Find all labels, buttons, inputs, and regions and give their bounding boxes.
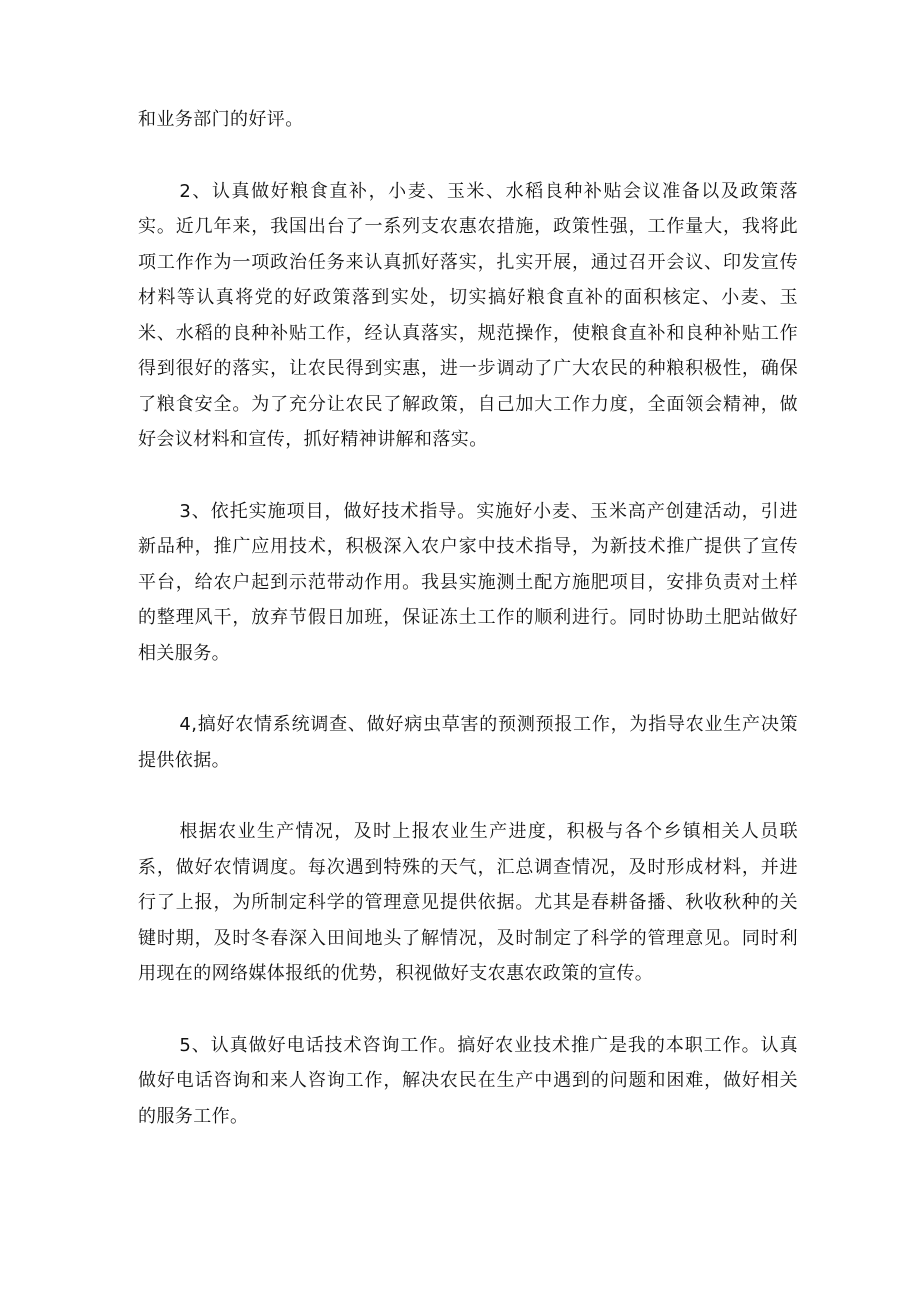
paragraph-item-5: 5、认真做好电话技术咨询工作。搞好农业技术推广是我的本职工作。认真做好电话咨询和来人咨询工作，解决农民在生产中遇到的问题和困难，做好相关的服务工作。 bbox=[138, 1034, 798, 1127]
paragraph-continuation: 和业务部门的好评。 bbox=[138, 109, 304, 130]
paragraph-item-3: 3、依托实施项目，做好技术指导。实施好小麦、玉米高产创建活动，引进新品种，推广应用技术，积极深入农户家中技术指导，为新技术推广提供了宣传平台，给农户起到示范带动作用。我县实施测土配方施肥项目，安排负责对土样的整理风干，放弃节假日加班，保证冻土工作的顺利进行。同时协助土肥站做好相关服务。 bbox=[138, 500, 798, 664]
paragraph-item-2: 2、认真做好粮食直补，小麦、玉米、水稻良种补贴会议准备以及政策落实。近几年来，我国出台了一系列支农惠农措施，政策性强，工作量大，我将此项工作作为一项政治任务来认真抓好落实，扎实开展，通过召开会议、印发宣传材料等认真将党的好政策落到实处，切实搞好粮食直补的面积核定、小麦、玉米、水稻的良种补贴工作，经认真落实，规范操作，使粮食直补和良种补贴工作得到很好的落实，让农民得到实惠，进一步调动了广大农民的种粮积极性，确保了粮食安全。为了充分让农民了解政策，自己加大工作力度，全面领会精神，做好会议材料和宣传，抓好精神讲解和落实。 bbox=[138, 180, 798, 450]
document-body bbox=[138, 102, 798, 1134]
paragraph-gap bbox=[138, 671, 798, 707]
paragraph-gap bbox=[138, 992, 798, 1028]
paragraph-gap bbox=[138, 458, 798, 494]
paragraph-gap bbox=[138, 138, 798, 174]
paragraph-gap bbox=[138, 778, 798, 814]
paragraph-item-4-detail: 根据农业生产情况，及时上报农业生产进度，积极与各个乡镇相关人员联系，做好农情调度。每次遇到特殊的天气，汇总调查情况，及时形成材料，并进行了上报，为所制定科学的管理意见提供依据。尤其是春耕备播、秋收秋种的关键时期，及时冬春深入田间地头了解情况，及时制定了科学的管理意见。同时利用现在的网络媒体报纸的优势，积视做好支农惠农政策的宣传。 bbox=[138, 821, 798, 984]
paragraph-item-4: 4,搞好农情系统调查、做好病虫草害的预测预报工作，为指导农业生产决策提供依据。 bbox=[138, 714, 798, 771]
